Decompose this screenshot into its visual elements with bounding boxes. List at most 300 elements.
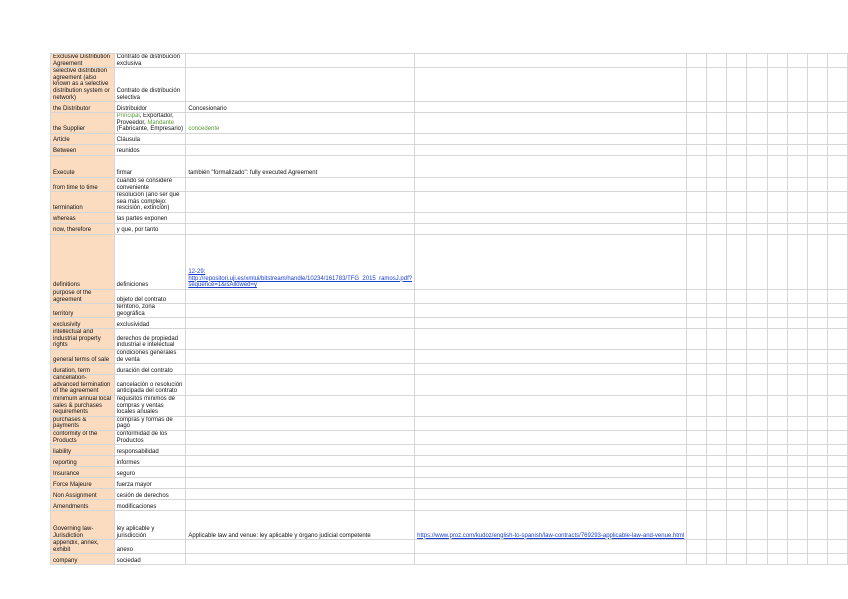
empty-cell[interactable] — [727, 113, 747, 134]
empty-cell[interactable] — [767, 133, 787, 144]
note-cell[interactable] — [186, 445, 415, 456]
empty-cell[interactable] — [687, 212, 707, 223]
empty-cell[interactable] — [787, 396, 807, 417]
empty-cell[interactable] — [707, 416, 727, 430]
term-cell[interactable]: selective distribution agreement (also known as a selective distribution system or network) — [51, 68, 115, 102]
note-cell[interactable] — [186, 68, 415, 102]
empty-cell[interactable] — [767, 289, 787, 303]
empty-cell[interactable] — [707, 478, 727, 489]
translation-cell[interactable]: ley aplicable y jurisdicción — [114, 511, 186, 540]
translation-cell[interactable] — [114, 113, 186, 134]
empty-cell[interactable] — [687, 54, 707, 68]
empty-cell[interactable] — [727, 467, 747, 478]
term-cell[interactable]: termination — [51, 192, 115, 213]
empty-cell[interactable] — [747, 68, 767, 102]
translation-cell[interactable]: Distribuidor — [114, 102, 186, 113]
empty-cell[interactable] — [747, 540, 767, 554]
empty-cell[interactable] — [727, 223, 747, 234]
empty-cell[interactable] — [827, 212, 847, 223]
empty-cell[interactable] — [767, 304, 787, 318]
note-cell[interactable] — [186, 234, 415, 289]
empty-cell[interactable] — [767, 445, 787, 456]
empty-cell[interactable] — [827, 431, 847, 445]
extra-cell[interactable] — [415, 289, 687, 303]
empty-cell[interactable] — [707, 102, 727, 113]
empty-cell[interactable] — [827, 445, 847, 456]
empty-cell[interactable] — [807, 223, 827, 234]
empty-cell[interactable] — [687, 445, 707, 456]
empty-cell[interactable] — [807, 212, 827, 223]
empty-cell[interactable] — [687, 375, 707, 396]
translation-cell[interactable]: derechos de propiedad industrial e intelectual — [114, 329, 186, 350]
empty-cell[interactable] — [767, 318, 787, 329]
empty-cell[interactable] — [687, 234, 707, 289]
empty-cell[interactable] — [687, 68, 707, 102]
empty-cell[interactable] — [687, 144, 707, 155]
extra-cell[interactable] — [415, 102, 687, 113]
empty-cell[interactable] — [827, 478, 847, 489]
term-cell[interactable]: minimum annual local sales & purchases requirements — [51, 396, 115, 417]
empty-cell[interactable] — [787, 467, 807, 478]
empty-cell[interactable] — [807, 144, 827, 155]
term-cell[interactable]: purpose of the agreement — [51, 289, 115, 303]
empty-cell[interactable] — [707, 375, 727, 396]
empty-cell[interactable] — [787, 318, 807, 329]
translation-cell[interactable]: Contrato de distribución exclusiva — [114, 54, 186, 68]
empty-cell[interactable] — [767, 113, 787, 134]
empty-cell[interactable] — [787, 478, 807, 489]
term-cell[interactable]: Force Majeure — [51, 478, 115, 489]
empty-cell[interactable] — [747, 289, 767, 303]
empty-cell[interactable] — [707, 234, 727, 289]
empty-cell[interactable] — [687, 318, 707, 329]
extra-cell[interactable] — [415, 500, 687, 511]
empty-cell[interactable] — [767, 212, 787, 223]
empty-cell[interactable] — [827, 540, 847, 554]
empty-cell[interactable] — [787, 192, 807, 213]
empty-cell[interactable] — [807, 54, 827, 68]
term-cell[interactable]: now, therefore — [51, 223, 115, 234]
empty-cell[interactable] — [727, 375, 747, 396]
empty-cell[interactable] — [827, 350, 847, 364]
empty-cell[interactable] — [747, 467, 767, 478]
term-cell[interactable]: appendix, annex, exhibit — [51, 540, 115, 554]
translation-cell[interactable]: cancelación o resolución anticipada del contrato — [114, 375, 186, 396]
extra-cell[interactable] — [415, 68, 687, 102]
empty-cell[interactable] — [747, 113, 767, 134]
term-cell[interactable]: intellectual and industrial property rights — [51, 329, 115, 350]
empty-cell[interactable] — [787, 350, 807, 364]
note-cell[interactable] — [186, 289, 415, 303]
empty-cell[interactable] — [767, 396, 787, 417]
empty-cell[interactable] — [807, 177, 827, 191]
empty-cell[interactable] — [687, 489, 707, 500]
empty-cell[interactable] — [827, 234, 847, 289]
note-cell[interactable] — [186, 500, 415, 511]
empty-cell[interactable] — [807, 102, 827, 113]
note-cell[interactable] — [186, 396, 415, 417]
empty-cell[interactable] — [747, 456, 767, 467]
note-cell[interactable] — [186, 478, 415, 489]
empty-cell[interactable] — [687, 177, 707, 191]
empty-cell[interactable] — [767, 511, 787, 540]
empty-cell[interactable] — [827, 68, 847, 102]
extra-cell[interactable] — [415, 318, 687, 329]
empty-cell[interactable] — [747, 350, 767, 364]
extra-cell[interactable] — [415, 177, 687, 191]
empty-cell[interactable] — [727, 212, 747, 223]
empty-cell[interactable] — [687, 540, 707, 554]
empty-cell[interactable] — [707, 192, 727, 213]
empty-cell[interactable] — [807, 489, 827, 500]
empty-cell[interactable] — [767, 500, 787, 511]
extra-cell[interactable] — [415, 456, 687, 467]
empty-cell[interactable] — [687, 478, 707, 489]
empty-cell[interactable] — [767, 456, 787, 467]
empty-cell[interactable] — [727, 318, 747, 329]
translation-cell[interactable]: duración del contrato — [114, 364, 186, 375]
empty-cell[interactable] — [707, 540, 727, 554]
empty-cell[interactable] — [727, 445, 747, 456]
extra-cell[interactable] — [415, 223, 687, 234]
empty-cell[interactable] — [787, 416, 807, 430]
empty-cell[interactable] — [747, 431, 767, 445]
translation-cell[interactable]: conformidad de los Productos — [114, 431, 186, 445]
translation-cell[interactable]: reunidos — [114, 144, 186, 155]
translation-cell[interactable]: compras y formas de pago — [114, 416, 186, 430]
empty-cell[interactable] — [687, 133, 707, 144]
empty-cell[interactable] — [747, 54, 767, 68]
empty-cell[interactable] — [747, 155, 767, 177]
empty-cell[interactable] — [727, 489, 747, 500]
empty-cell[interactable] — [687, 364, 707, 375]
empty-cell[interactable] — [807, 554, 827, 565]
extra-cell[interactable] — [415, 350, 687, 364]
note-cell[interactable] — [186, 364, 415, 375]
term-cell[interactable]: duration, term — [51, 364, 115, 375]
empty-cell[interactable] — [807, 318, 827, 329]
empty-cell[interactable] — [767, 554, 787, 565]
translation-cell[interactable]: exclusividad — [114, 318, 186, 329]
translation-cell[interactable]: condiciones generales de venta — [114, 350, 186, 364]
empty-cell[interactable] — [727, 396, 747, 417]
term-cell[interactable]: company — [51, 554, 115, 565]
empty-cell[interactable] — [747, 478, 767, 489]
extra-cell[interactable] — [415, 329, 687, 350]
empty-cell[interactable] — [727, 234, 747, 289]
empty-cell[interactable] — [767, 489, 787, 500]
empty-cell[interactable] — [787, 212, 807, 223]
empty-cell[interactable] — [747, 500, 767, 511]
empty-cell[interactable] — [727, 68, 747, 102]
note-cell[interactable] — [186, 375, 415, 396]
empty-cell[interactable] — [787, 144, 807, 155]
empty-cell[interactable] — [707, 113, 727, 134]
extra-cell[interactable] — [415, 489, 687, 500]
empty-cell[interactable] — [687, 223, 707, 234]
empty-cell[interactable] — [727, 133, 747, 144]
empty-cell[interactable] — [707, 318, 727, 329]
empty-cell[interactable] — [747, 318, 767, 329]
empty-cell[interactable] — [807, 155, 827, 177]
empty-cell[interactable] — [767, 540, 787, 554]
empty-cell[interactable] — [807, 133, 827, 144]
extra-cell[interactable] — [415, 540, 687, 554]
empty-cell[interactable] — [727, 554, 747, 565]
extra-cell[interactable] — [415, 431, 687, 445]
empty-cell[interactable] — [687, 554, 707, 565]
empty-cell[interactable] — [727, 478, 747, 489]
empty-cell[interactable] — [687, 192, 707, 213]
term-cell[interactable]: from time to time — [51, 177, 115, 191]
empty-cell[interactable] — [767, 478, 787, 489]
extra-cell[interactable] — [415, 192, 687, 213]
empty-cell[interactable] — [827, 192, 847, 213]
empty-cell[interactable] — [707, 467, 727, 478]
term-cell[interactable]: cancellation- advanced termination of the agreement — [51, 375, 115, 396]
note-cell[interactable] — [186, 350, 415, 364]
empty-cell[interactable] — [707, 68, 727, 102]
empty-cell[interactable] — [827, 396, 847, 417]
empty-cell[interactable] — [707, 177, 727, 191]
note-cell[interactable] — [186, 113, 415, 134]
note-cell[interactable] — [186, 467, 415, 478]
extra-cell[interactable] — [415, 54, 687, 68]
empty-cell[interactable] — [707, 289, 727, 303]
empty-cell[interactable] — [727, 511, 747, 540]
translation-cell[interactable]: anexo — [114, 540, 186, 554]
empty-cell[interactable] — [687, 431, 707, 445]
empty-cell[interactable] — [827, 500, 847, 511]
empty-cell[interactable] — [807, 540, 827, 554]
note-cell[interactable] — [186, 133, 415, 144]
empty-cell[interactable] — [727, 350, 747, 364]
empty-cell[interactable] — [827, 318, 847, 329]
term-cell[interactable]: conformity of the Products — [51, 431, 115, 445]
empty-cell[interactable] — [787, 489, 807, 500]
empty-cell[interactable] — [727, 329, 747, 350]
empty-cell[interactable] — [827, 223, 847, 234]
term-cell[interactable]: liability — [51, 445, 115, 456]
empty-cell[interactable] — [807, 304, 827, 318]
empty-cell[interactable] — [707, 364, 727, 375]
empty-cell[interactable] — [767, 54, 787, 68]
empty-cell[interactable] — [767, 364, 787, 375]
empty-cell[interactable] — [787, 177, 807, 191]
empty-cell[interactable] — [767, 375, 787, 396]
extra-cell[interactable] — [415, 445, 687, 456]
empty-cell[interactable] — [807, 500, 827, 511]
translation-cell[interactable]: Contrato de distribución selectiva — [114, 68, 186, 102]
empty-cell[interactable] — [807, 192, 827, 213]
empty-cell[interactable] — [787, 54, 807, 68]
empty-cell[interactable] — [787, 540, 807, 554]
empty-cell[interactable] — [687, 289, 707, 303]
note-cell[interactable] — [186, 511, 415, 540]
empty-cell[interactable] — [807, 431, 827, 445]
empty-cell[interactable] — [687, 467, 707, 478]
empty-cell[interactable] — [787, 155, 807, 177]
empty-cell[interactable] — [707, 511, 727, 540]
empty-cell[interactable] — [727, 431, 747, 445]
empty-cell[interactable] — [807, 456, 827, 467]
empty-cell[interactable] — [787, 223, 807, 234]
empty-cell[interactable] — [827, 113, 847, 134]
empty-cell[interactable] — [827, 289, 847, 303]
extra-cell[interactable] — [415, 364, 687, 375]
term-cell[interactable]: whereas — [51, 212, 115, 223]
empty-cell[interactable] — [807, 467, 827, 478]
empty-cell[interactable] — [827, 364, 847, 375]
extra-cell[interactable] — [415, 113, 687, 134]
empty-cell[interactable] — [767, 350, 787, 364]
empty-cell[interactable] — [747, 511, 767, 540]
note-cell[interactable] — [186, 431, 415, 445]
empty-cell[interactable] — [787, 113, 807, 134]
empty-cell[interactable] — [827, 467, 847, 478]
empty-cell[interactable] — [707, 489, 727, 500]
empty-cell[interactable] — [727, 456, 747, 467]
empty-cell[interactable] — [747, 416, 767, 430]
empty-cell[interactable] — [807, 364, 827, 375]
empty-cell[interactable] — [707, 133, 727, 144]
empty-cell[interactable] — [687, 500, 707, 511]
empty-cell[interactable] — [787, 445, 807, 456]
empty-cell[interactable] — [767, 68, 787, 102]
empty-cell[interactable] — [747, 144, 767, 155]
empty-cell[interactable] — [787, 511, 807, 540]
empty-cell[interactable] — [827, 456, 847, 467]
empty-cell[interactable] — [747, 192, 767, 213]
translation-cell[interactable]: cesión de derechos — [114, 489, 186, 500]
translation-cell[interactable]: territorio, zona geográfica — [114, 304, 186, 318]
translation-cell[interactable]: fuerza mayor — [114, 478, 186, 489]
empty-cell[interactable] — [807, 68, 827, 102]
empty-cell[interactable] — [787, 500, 807, 511]
empty-cell[interactable] — [747, 375, 767, 396]
empty-cell[interactable] — [707, 445, 727, 456]
extra-cell[interactable] — [415, 478, 687, 489]
note-cell[interactable] — [186, 318, 415, 329]
empty-cell[interactable] — [827, 155, 847, 177]
term-cell[interactable]: general terms of sale — [51, 350, 115, 364]
extra-cell[interactable] — [415, 133, 687, 144]
extra-cell[interactable] — [415, 467, 687, 478]
note-cell[interactable] — [186, 54, 415, 68]
empty-cell[interactable] — [747, 133, 767, 144]
translation-cell[interactable]: Cláusula — [114, 133, 186, 144]
empty-cell[interactable] — [747, 212, 767, 223]
note-cell[interactable] — [186, 540, 415, 554]
term-cell[interactable]: Non Assignment — [51, 489, 115, 500]
empty-cell[interactable] — [767, 144, 787, 155]
empty-cell[interactable] — [727, 304, 747, 318]
empty-cell[interactable] — [727, 289, 747, 303]
empty-cell[interactable] — [727, 102, 747, 113]
empty-cell[interactable] — [707, 396, 727, 417]
empty-cell[interactable] — [827, 133, 847, 144]
empty-cell[interactable] — [707, 329, 727, 350]
empty-cell[interactable] — [707, 350, 727, 364]
extra-cell[interactable] — [415, 375, 687, 396]
empty-cell[interactable] — [767, 192, 787, 213]
empty-cell[interactable] — [687, 329, 707, 350]
empty-cell[interactable] — [827, 329, 847, 350]
extra-cell[interactable] — [415, 396, 687, 417]
empty-cell[interactable] — [807, 234, 827, 289]
empty-cell[interactable] — [707, 304, 727, 318]
empty-cell[interactable] — [807, 329, 827, 350]
empty-cell[interactable] — [707, 212, 727, 223]
empty-cell[interactable] — [827, 489, 847, 500]
term-cell[interactable]: the Distributor — [51, 102, 115, 113]
empty-cell[interactable] — [727, 144, 747, 155]
translation-cell[interactable]: seguro — [114, 467, 186, 478]
empty-cell[interactable] — [727, 155, 747, 177]
term-cell[interactable]: territory — [51, 304, 115, 318]
term-cell[interactable]: Article — [51, 133, 115, 144]
translation-cell[interactable]: cuando se considere conveniente — [114, 177, 186, 191]
empty-cell[interactable] — [807, 375, 827, 396]
translation-cell[interactable]: firmar — [114, 155, 186, 177]
term-cell[interactable]: Governing law- Jurisdiction — [51, 511, 115, 540]
term-cell[interactable]: Amendments — [51, 500, 115, 511]
empty-cell[interactable] — [767, 223, 787, 234]
empty-cell[interactable] — [727, 416, 747, 430]
note-cell[interactable] — [186, 102, 415, 113]
term-cell[interactable]: Between — [51, 144, 115, 155]
extra-cell[interactable] — [415, 155, 687, 177]
note-cell[interactable] — [186, 177, 415, 191]
empty-cell[interactable] — [707, 144, 727, 155]
note-cell[interactable] — [186, 416, 415, 430]
empty-cell[interactable] — [747, 304, 767, 318]
empty-cell[interactable] — [747, 445, 767, 456]
empty-cell[interactable] — [807, 289, 827, 303]
empty-cell[interactable] — [747, 102, 767, 113]
empty-cell[interactable] — [687, 113, 707, 134]
empty-cell[interactable] — [707, 554, 727, 565]
empty-cell[interactable] — [687, 350, 707, 364]
empty-cell[interactable] — [727, 364, 747, 375]
empty-cell[interactable] — [747, 489, 767, 500]
term-cell[interactable]: definitions — [51, 234, 115, 289]
note-cell[interactable] — [186, 489, 415, 500]
translation-cell[interactable]: y que, por tanto — [114, 223, 186, 234]
translation-cell[interactable]: resolución (ano ser que sea más complejo: rescisión, extinción) — [114, 192, 186, 213]
empty-cell[interactable] — [767, 431, 787, 445]
term-cell[interactable]: reporting — [51, 456, 115, 467]
empty-cell[interactable] — [747, 223, 767, 234]
empty-cell[interactable] — [787, 304, 807, 318]
translation-cell[interactable]: objeto del contrato — [114, 289, 186, 303]
translation-cell[interactable]: sociedad — [114, 554, 186, 565]
empty-cell[interactable] — [807, 416, 827, 430]
note-cell[interactable] — [186, 155, 415, 177]
term-cell[interactable]: purchases & payments — [51, 416, 115, 430]
empty-cell[interactable] — [787, 375, 807, 396]
empty-cell[interactable] — [707, 431, 727, 445]
extra-cell[interactable] — [415, 511, 687, 540]
reference-link[interactable]: https://www.proz.com/kudoz/english-to-spanish/law-contracts/769293-applicable-law-and-venue.html — [417, 532, 685, 539]
empty-cell[interactable] — [807, 445, 827, 456]
empty-cell[interactable] — [727, 540, 747, 554]
note-cell[interactable] — [186, 223, 415, 234]
empty-cell[interactable] — [767, 467, 787, 478]
empty-cell[interactable] — [687, 304, 707, 318]
empty-cell[interactable] — [787, 329, 807, 350]
empty-cell[interactable] — [827, 177, 847, 191]
